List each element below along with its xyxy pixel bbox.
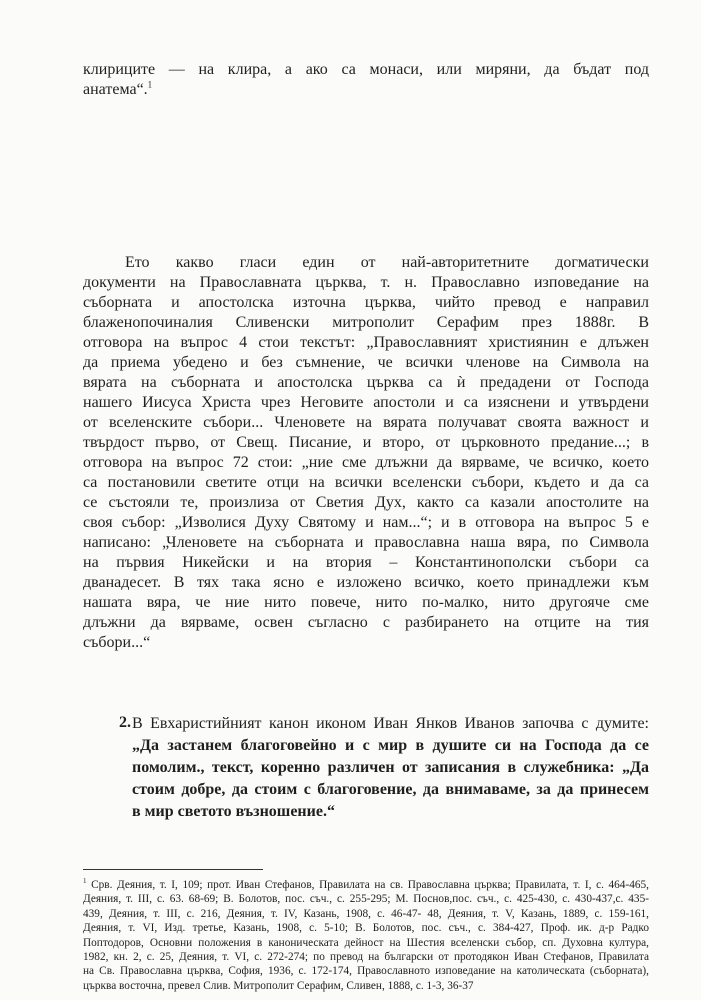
text-line: от вселенските събори... Членовете на вярата получават своята важност и [83, 414, 649, 431]
text-line: клириците — на клира, а ако са монаси, или миряни, да бъдат под [83, 61, 649, 78]
footnote-reference[interactable]: 1 [147, 79, 153, 90]
text-line: своя събор: „Изволися Духу Святому и нам...“; и в отговора на въпрос 5 е [83, 514, 649, 531]
footnote-line: църква восточна, превел Слив. Митрополит Серафим, Сливен, 1888, с. 1-3, 36-37 [83, 979, 474, 992]
text-line: твърдост първо, от Свещ. Писание, и второ, от църковното предание...; в [83, 434, 649, 451]
footnote-separator [83, 869, 263, 870]
footnote-line-content: Срв. Деяния, т. I, 109; прот. Иван Стефанов, Правилата на св. Православна църква; Правилата, т. I, с. 464-465, [91, 879, 649, 891]
text-line: се състояли те, произлиза от Светия Дух, както са казали апостолите на [83, 494, 649, 511]
text-line: отговора на въпрос 4 стои текстът: „Православният християнин е длъжен [83, 334, 649, 351]
footnote-line [83, 878, 649, 892]
footnote-line: Деяния, т. III, с. 63. 68-69; В. Болотов, пос. съч., с. 255-295; М. Поснов,пос. съч., с. 425-430, с. 430-437,с. 435- [83, 893, 649, 906]
text-line-content: анатема“. [83, 81, 148, 98]
footnote-line: Поптодоров, Основни положения в каноническата дейност на Шестия вселенски събор, сп. Духовна култура, [83, 936, 649, 949]
footnote-line: на Св. Православна църква, София, 1936, с. 172-174, Православното изповедание на католическата (съборната), [83, 965, 649, 978]
text-line: длъжни да вярваме, освен съгласно с разбирането на отците на тия [83, 614, 649, 631]
text-line [83, 80, 649, 100]
footnote-line: Деяния, т. VI, Изд. третье, Казань, 1908, с. 5-10; В. Болотов, пос. съч., с. 384-427, Проф. ик. д-р Радко [83, 922, 649, 935]
footnote-line: 1982, кн. 2, с. 25, Деяния, т. VI, с. 272-274; по превод на български от протодякон Иван Стефанов, Правилата [83, 950, 649, 963]
text-line: нашата вяра, че ние нито повече, нито по-малко, нито другояче сме [83, 594, 649, 611]
text-line: са постановили светите отци на всички вселенски събори, където и да са [83, 474, 649, 491]
text-line: съборната и апостолска източна църква, чийто превод е направил [83, 294, 649, 311]
paragraph-continuation [83, 60, 649, 100]
text-line: Ето какво гласи един от най-авторитетните догматически [125, 254, 649, 271]
list-item-number: 2. [119, 714, 131, 731]
list-item-eucharist [132, 713, 649, 823]
footnote-marker: 1 [83, 877, 87, 886]
bold-quote-fragment: помолим., [132, 759, 205, 776]
footnote [83, 878, 649, 993]
text-line: написано: „Членовете на съборната и православна наша вяра, по Символа [83, 534, 649, 551]
text-line: да приема убедено и без съмнение, че всички членове на Символа на [83, 354, 649, 371]
text-line: документи на Православната църква, т. н. Православно изповедание на [83, 274, 649, 291]
text-line: събори...“ [83, 634, 151, 651]
text-line: на първия Никейски и на втория – Константинополски събори са [83, 554, 649, 571]
bold-quote-line: в мир светото възношение.“ [132, 803, 335, 820]
text-line [132, 757, 649, 779]
text-line: В Евхаристийният канон иконом Иван Янков Иванов започва с думите: [132, 715, 649, 732]
text-line: вярата на съборната и апостолска църква са ѝ предадени от Господа [83, 374, 649, 391]
bold-quote-line: стоим добре, да стоим с благоговение, да внимаваме, за да принесем [132, 781, 649, 798]
footnote-line: 439, Деяния, т. III, с. 216, Деяния, т. IV, Казань, 1908, с. 46-47- 48, Деяния, т. V, Казань, 1889, с. 159-161, [83, 907, 649, 920]
text-line: блаженопочиналия Сливенски митрополит Серафим през 1888г. В [83, 314, 649, 331]
text-line-fragment: текст, коренно различен от записания в служебника: „Да [204, 759, 649, 776]
bold-quote-line: „Да застанем благоговейно и с мир в душите си на Господа да се [132, 737, 649, 754]
paragraph-orthodox-confession [83, 253, 649, 653]
text-line: нашего Иисуса Христа чрез Неговите апостоли и са изяснени и утвърдени [83, 394, 649, 411]
text-line: дванадесет. В тях така ясно е изложено всичко, което принадлежи към [83, 574, 649, 591]
text-line: отговора на въпрос 72 стои: „ние сме длъжни да вярваме, че всичко, което [83, 454, 649, 471]
